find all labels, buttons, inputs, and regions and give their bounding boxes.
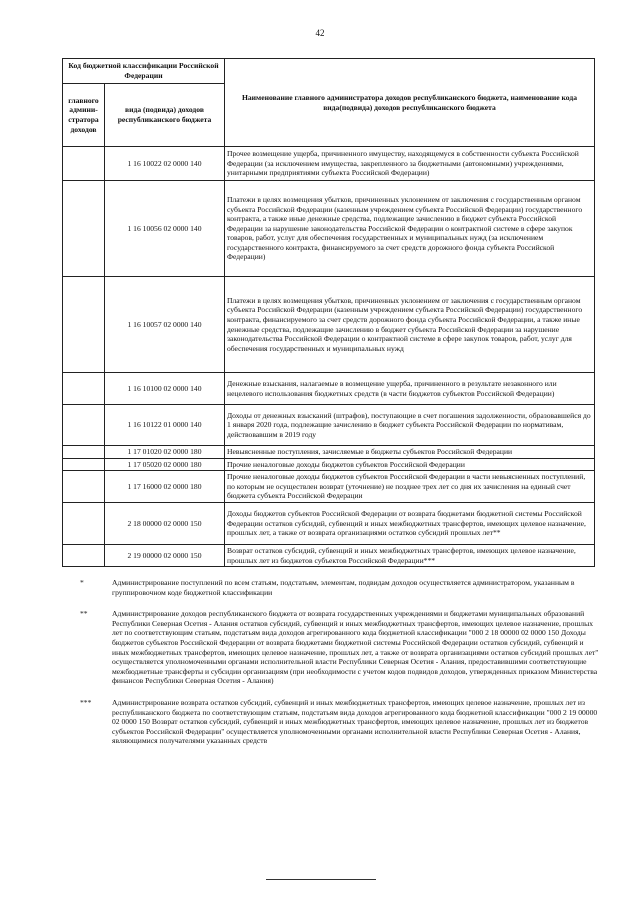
revenue-name-cell: Прочее возмещение ущерба, причиненного имуществу, находящемуся в собственности субъекта Российской Федерации (за исключением имущества, закрепленного за бюджетными (автономными) учреждениями, унитарными предприятиями субъекта Российской Федерации) [225,147,595,181]
page-number: 42 [315,28,325,38]
header-admin-column: главного админи-стратора доходов [63,84,105,147]
revenue-name-cell: Доходы бюджетов субъектов Российской Федерации от возврата бюджетами бюджетной системы Российской Федерации остатков субсидий, субвенций и иных межбюджетных трансфертов, имеющих целевое назначение, прошлых лет, а также от возврата организациями остатков субсидий прошлых лет** [225,503,595,545]
revenue-code-cell: 2 19 00000 02 0000 150 [105,545,225,567]
table-header-row [63,59,595,84]
footnote-2 [62,609,602,686]
table-row [63,373,595,405]
table-row [63,458,595,471]
footnote-text: Администрирование возврата остатков субсидий, субвенций и иных межбюджетных трансфертов, имеющих целевое назначение, прошлых лет из республиканского бюджета по соответствующим статьям, подстатьям вида доходов агрегированного кода бюджетной классификации "000 2 19 00000 02 0000 150 Возврат остатков субсидий, субвенций и иных межбюджетных трансфертов, имеющих целевое назначение, прошлых лет из бюджетов субъектов Российской Федерации" осуществляется уполномоченными органами исполнительной власти Республики Северная Осетия - Алания, являющимися получателями указанных средств [112,697,598,746]
bottom-divider [266,879,376,880]
revenue-code-cell: 1 16 10122 01 0000 140 [105,405,225,446]
revenue-code-cell: 2 18 00000 02 0000 150 [105,503,225,545]
revenue-code-cell: 1 17 05020 02 0000 180 [105,458,225,471]
revenue-name-cell: Доходы от денежных взысканий (штрафов), поступающие в счет погашения задолженности, образовавшейся до 1 января 2020 года, подлежащие зачислению в бюджет субъекта Российской Федерации по нормативам, действовавшим в 2019 году [225,405,595,446]
revenue-code-cell: 1 16 10057 02 0000 140 [105,277,225,373]
revenue-name-cell: Прочие неналоговые доходы бюджетов субъектов Российской Федерации [225,458,595,471]
admin-cell [63,446,105,459]
header-budget-code-group: Код бюджетной классификации Российской Федерации [63,59,225,84]
header-code-column: вида (подвида) доходов республиканского бюджета [105,84,225,147]
table-row [63,471,595,503]
table-row [63,545,595,567]
header-name-column: Наименование главного администратора доходов республиканского бюджета, наименование кода вида(подвида) доходов республиканского бюджета [225,59,595,147]
footnote-1 [62,578,602,597]
table-row [63,405,595,446]
revenue-name-cell: Платежи в целях возмещения убытков, причиненных уклонением от заключения с государственным органом субъекта Российской Федерации (казенным учреждением субъекта Российской Федерации) государственного контракта, финансируемого за счет средств дорожного фонда субъекта Российской Федерации, а также иные денежные средства, подлежащие зачислению в бюджет субъекта Российской Федерации за нарушение законодательства Российской Федерации о контрактной системе в сфере закупок товаров, работ, услуг для обеспечения государственных и муниципальных нужд [225,277,595,373]
footnotes [62,578,602,758]
admin-cell [63,405,105,446]
admin-cell [63,181,105,277]
revenue-name-cell: Платежи в целях возмещения убытков, причиненных уклонением от заключения с государственным органом субъекта Российской Федерации (казенным учреждением субъекта Российской Федерации) государственного контракта, а также иные денежные средства, подлежащие зачислению в бюджет субъекта Российской Федерации за нарушение законодательства Российской Федерации о контрактной системе в сфере закупок товаров, работ, услуг для обеспечения государственных и муниципальных нужд (за исключением государственного контракта, финансируемого за счет средств дорожного фонда субъекта Российской Федерации) [225,181,595,277]
footnote-3 [62,698,602,746]
admin-cell [63,373,105,405]
admin-cell [63,147,105,181]
revenue-name-cell: Денежные взыскания, налагаемые в возмещение ущерба, причиненного в результате незаконного или нецелевого использования бюджетных средств (в части бюджетов субъектов Российской Федерации) [225,373,595,405]
footnote-mark: ** [80,609,88,619]
footnote-mark: * [80,578,84,587]
revenue-code-cell: 1 16 10100 02 0000 140 [105,373,225,405]
revenue-name-cell: Прочие неналоговые доходы бюджетов субъектов Российской Федерации в части невыясненных поступлений, по которым не осуществлен возврат (уточнение) не позднее трех лет со дня их зачисления на единый счет бюджета субъекта Российской Федерации [225,471,595,503]
budget-classification-table [62,58,595,567]
admin-cell [63,503,105,545]
revenue-code-cell: 1 16 10056 02 0000 140 [105,181,225,277]
footnote-text: Администрирование доходов республиканского бюджета от возврата государственных учреждениями и бюджетами муниципальных образований Республики Северная Осетия - Алания остатков субсидий, субвенций и иных межбюджетных трансфертов, имеющих целевое назначение, прошлых лет по соответствующим статьям, подстатьям вида доходов агрегированного кода бюджетной классификации "000 2 18 00000 02 0000 150 Доходы бюджетов субъектов Российской Федерации от возврата бюджетами бюджетной системы Российской Федерации остатков субсидий, субвенций и иных межбюджетных трансфертов, имеющих целевое назначение, прошлых лет, а также от возврата организациями остатков субсидий прошлых лет" осуществляется уполномоченными органами исполнительной власти Республики Северная Осетия - Алания, предоставившими соответствующие межбюджетные трансферты и субсидии организациям (при необходимости с учетом кодов подвидов доходов, утвержденных приказом Министерства финансов Республики Северная Осетия - Алания) [112,609,599,686]
revenue-code-cell: 1 17 01020 02 0000 180 [105,446,225,459]
admin-cell [63,277,105,373]
table-row [63,446,595,459]
table-row [63,277,595,373]
admin-cell [63,458,105,471]
revenue-name-cell: Возврат остатков субсидий, субвенций и иных межбюджетных трансфертов, имеющих целевое назначение, прошлых лет из бюджетов субъектов Российской Федерации*** [225,545,595,567]
table-row [63,503,595,545]
table-row [63,147,595,181]
table-row [63,181,595,277]
revenue-code-cell: 1 16 10022 02 0000 140 [105,147,225,181]
revenue-code-cell: 1 17 16000 02 0000 180 [105,471,225,503]
revenue-name-cell: Невыясненные поступления, зачисляемые в бюджеты субъектов Российской Федерации [225,446,595,459]
admin-cell [63,545,105,567]
footnote-mark: *** [80,697,92,707]
footnote-text: Администрирование поступлений по всем статьям, подстатьям, элементам, подвидам доходов осуществляется администратором, указанным в группировочном коде бюджетной классификации [112,578,575,597]
admin-cell [63,471,105,503]
